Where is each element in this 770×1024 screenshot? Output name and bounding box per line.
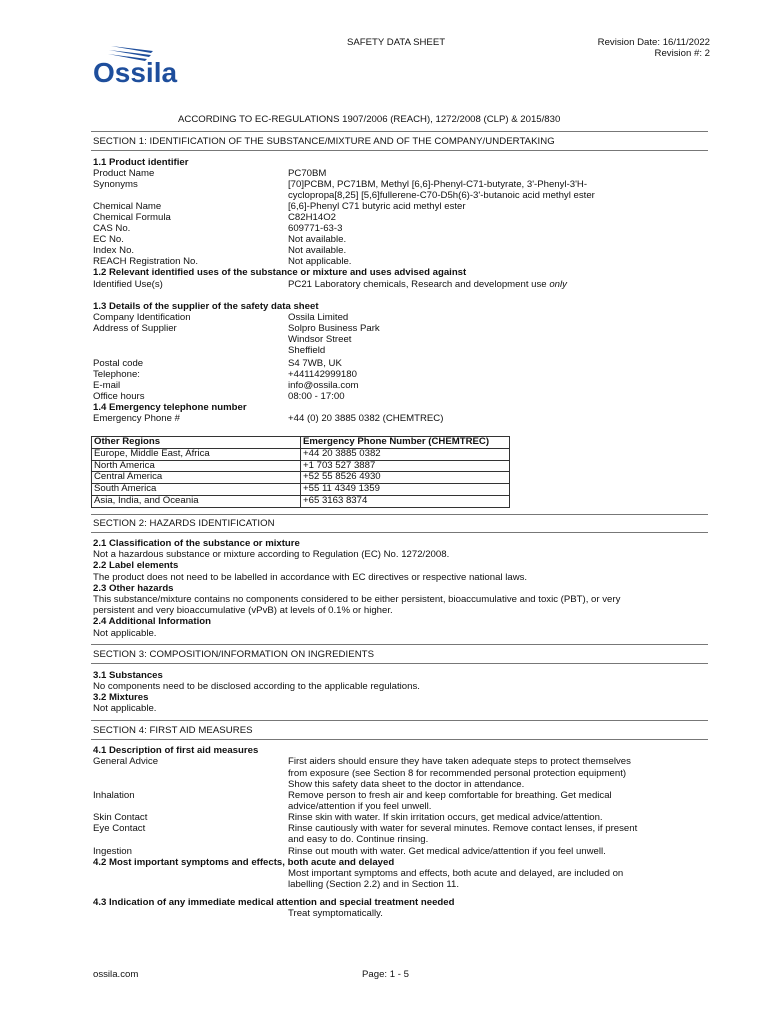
region-cell: South America <box>92 484 301 496</box>
subheading-4-2: 4.2 Most important symptoms and effects, both acute and delayed <box>93 857 395 868</box>
uses-label: Identified Use(s) <box>93 279 163 290</box>
subheading-2-1: 2.1 Classification of the substance or mixture <box>93 538 300 549</box>
section-2-2-text: The product does not need to be labelled in accordance with EC directives or respective national laws. <box>93 572 528 583</box>
general-advice-line-2: from exposure (see Section 8 for recommended personal protection equipment) <box>288 768 627 779</box>
table-header-cell: Emergency Phone Number (CHEMTREC) <box>301 437 510 449</box>
general-advice-line-3: Show this safety data sheet to the doctor in attendance. <box>288 779 525 790</box>
section-divider <box>91 131 708 132</box>
postal-label: Postal code <box>93 358 144 369</box>
region-cell: Europe, Middle East, Africa <box>92 448 301 460</box>
skin-contact-value: Rinse skin with water. If skin irritation occurs, get medical advice/attention. <box>288 812 603 823</box>
index-label: Index No. <box>93 245 135 256</box>
ingestion-value: Rinse out mouth with water. Get medical advice/attention if you feel unwell. <box>288 846 606 857</box>
revision-date: Revision Date: 16/11/2022 <box>597 37 710 48</box>
reach-value: Not applicable. <box>288 256 352 267</box>
address-line-2: Windsor Street <box>288 334 352 345</box>
section-1-title: SECTION 1: IDENTIFICATION OF THE SUBSTANCE/MIXTURE AND OF THE COMPANY/UNDERTAKING <box>93 136 555 147</box>
subheading-1-1: 1.1 Product identifier <box>93 157 189 168</box>
phone-cell: +44 20 3885 0382 <box>301 448 510 460</box>
cas-label: CAS No. <box>93 223 131 234</box>
email-value[interactable]: info@ossila.com <box>288 380 359 391</box>
emergency-regions-table <box>91 436 510 508</box>
section-divider <box>91 150 708 151</box>
eye-contact-label: Eye Contact <box>93 823 146 834</box>
section-3-title: SECTION 3: COMPOSITION/INFORMATION ON INGREDIENTS <box>93 649 375 660</box>
subheading-3-2: 3.2 Mixtures <box>93 692 149 703</box>
phone-cell: +52 55 8526 4930 <box>301 472 510 484</box>
office-hours-label: Office hours <box>93 391 145 402</box>
address-line-1: Solpro Business Park <box>288 323 380 334</box>
section-divider <box>91 644 708 645</box>
address-label: Address of Supplier <box>93 323 177 334</box>
uses-value <box>288 279 567 290</box>
email-label: E-mail <box>93 380 121 391</box>
treatment-value: Treat symptomatically. <box>288 908 383 919</box>
subheading-4-1: 4.1 Description of first aid measures <box>93 745 259 756</box>
ec-label: EC No. <box>93 234 124 245</box>
subheading-2-4: 2.4 Additional Information <box>93 616 211 627</box>
section-divider <box>91 514 708 515</box>
table-header-row <box>92 437 510 449</box>
synonyms-label: Synonyms <box>93 179 138 190</box>
company-value: Ossila Limited <box>288 312 349 323</box>
subheading-4-3: 4.3 Indication of any immediate medical attention and special treatment needed <box>93 897 455 908</box>
subheading-1-2: 1.2 Relevant identified uses of the substance or mixture and uses advised against <box>93 267 467 278</box>
inhalation-line-1: Remove person to fresh air and keep comfortable for breathing. Get medical <box>288 790 612 801</box>
section-2-1-text: Not a hazardous substance or mixture according to Regulation (EC) No. 1272/2008. <box>93 549 450 560</box>
ossila-logo <box>93 40 203 86</box>
office-hours-value: 08:00 - 17:00 <box>288 391 345 402</box>
table-header-cell: Other Regions <box>92 437 301 449</box>
section-2-4-text: Not applicable. <box>93 628 157 639</box>
section-divider <box>91 739 708 740</box>
symptoms-line-2: labelling (Section 2.2) and in Section 11. <box>288 879 460 890</box>
ec-value: Not available. <box>288 234 347 245</box>
eye-contact-line-2: and easy to do. Continue rinsing. <box>288 834 429 845</box>
subheading-1-3: 1.3 Details of the supplier of the safety data sheet <box>93 301 319 312</box>
emergency-phone-value: +44 (0) 20 3885 0382 (CHEMTREC) <box>288 413 444 424</box>
section-3-1-text: No components need to be disclosed according to the applicable regulations. <box>93 681 420 692</box>
skin-contact-label: Skin Contact <box>93 812 148 823</box>
eye-contact-line-1: Rinse cautiously with water for several minutes. Remove contact lenses, if present <box>288 823 638 834</box>
region-cell: North America <box>92 460 301 472</box>
telephone-value: +441142999180 <box>288 369 357 380</box>
synonyms-value-line-1: [70]PCBM, PC71BM, Methyl [6,6]-Phenyl-C71-butyrate, 3'-Phenyl-3'H- <box>288 179 588 190</box>
symptoms-line-1: Most important symptoms and effects, both acute and delayed, are included on <box>288 868 624 879</box>
table-row <box>92 495 510 507</box>
region-cell: Central America <box>92 472 301 484</box>
uses-only-text: only <box>549 279 567 290</box>
table-row <box>92 448 510 460</box>
region-cell: Asia, India, and Oceania <box>92 495 301 507</box>
logo-text: Ossila <box>93 57 178 86</box>
ingestion-label: Ingestion <box>93 846 132 857</box>
inhalation-line-2: advice/attention if you feel unwell. <box>288 801 432 812</box>
footer-site[interactable]: ossila.com <box>93 969 139 980</box>
chemical-formula-value: C82H14O2 <box>288 212 336 223</box>
chemical-name-value: [6,6]-Phenyl C71 butyric acid methyl ester <box>288 201 466 212</box>
section-divider <box>91 663 708 664</box>
phone-cell: +1 703 527 3887 <box>301 460 510 472</box>
table-row <box>92 460 510 472</box>
chemical-formula-label: Chemical Formula <box>93 212 171 223</box>
section-4-title: SECTION 4: FIRST AID MEASURES <box>93 725 253 736</box>
section-2-title: SECTION 2: HAZARDS IDENTIFICATION <box>93 518 275 529</box>
chemical-name-label: Chemical Name <box>93 201 162 212</box>
postal-value: S4 7WB, UK <box>288 358 342 369</box>
section-divider <box>91 532 708 533</box>
footer-page-number: Page: 1 - 5 <box>362 969 409 980</box>
general-advice-line-1: First aiders should ensure they have taken adequate steps to protect themselves <box>288 756 631 767</box>
section-2-3-text-line-1: This substance/mixture contains no components considered to be either persistent, bioaccumulative and toxic (PBT), or very <box>93 594 621 605</box>
section-2-3-text-line-2: persistent and very bioaccumulative (vPvB) at levels of 0.1% or higher. <box>93 605 393 616</box>
telephone-label: Telephone: <box>93 369 140 380</box>
inhalation-label: Inhalation <box>93 790 135 801</box>
product-name-value: PC70BM <box>288 168 327 179</box>
company-label: Company Identification <box>93 312 191 323</box>
emergency-phone-label: Emergency Phone # <box>93 413 180 424</box>
subheading-3-1: 3.1 Substances <box>93 670 163 681</box>
doc-title: SAFETY DATA SHEET <box>347 37 446 48</box>
revision-number: Revision #: 2 <box>654 48 710 59</box>
subheading-2-3: 2.3 Other hazards <box>93 583 174 594</box>
general-advice-label: General Advice <box>93 756 159 767</box>
table-row <box>92 472 510 484</box>
index-value: Not available. <box>288 245 347 256</box>
table-row <box>92 484 510 496</box>
regulation-line: ACCORDING TO EC-REGULATIONS 1907/2006 (REACH), 1272/2008 (CLP) & 2015/830 <box>178 114 561 125</box>
phone-cell: +55 11 4349 1359 <box>301 484 510 496</box>
subheading-2-2: 2.2 Label elements <box>93 560 179 571</box>
address-line-3: Sheffield <box>288 345 326 356</box>
phone-cell: +65 3163 8374 <box>301 495 510 507</box>
subheading-1-4: 1.4 Emergency telephone number <box>93 402 247 413</box>
section-divider <box>91 720 708 721</box>
product-name-label: Product Name <box>93 168 155 179</box>
reach-label: REACH Registration No. <box>93 256 199 267</box>
uses-text: PC21 Laboratory chemicals, Research and development use <box>288 279 550 290</box>
section-3-2-text: Not applicable. <box>93 703 157 714</box>
cas-value: 609771-63-3 <box>288 223 343 234</box>
synonyms-value-line-2: cyclopropa[8,25] [5,6]fullerene-C70-D5h(6)-3'-butanoic acid methyl ester <box>288 190 595 201</box>
